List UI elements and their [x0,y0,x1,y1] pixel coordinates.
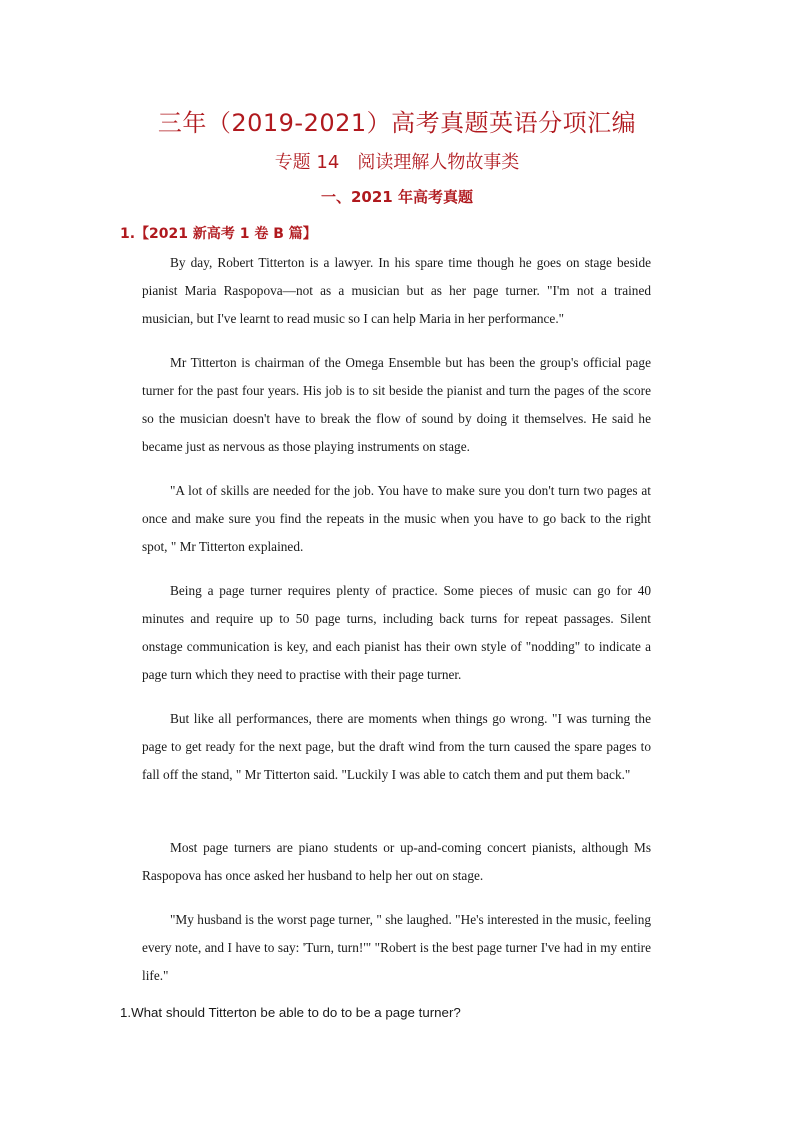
passage-paragraph: Being a page turner requires plenty of practice. Some pieces of music can go for 40 minutes and require up to 50 page turns, including back turns for repeat passages. Silent onstage communication is key, and each pianist has their own style of "nodding" to indicate a page turn which they need to practise with their page turner. [142,583,651,682]
passage-paragraph: "My husband is the worst page turner, " she laughed. "He's interested in the music, feeling every note, and I have to say: 'Turn, turn!'" "Robert is the best page turner I've had in my entire life." [142,912,651,983]
section-title: 一、2021 年高考真题 [321,188,473,206]
passage-paragraph: By day, Robert Titterton is a lawyer. In his spare time though he goes on stage beside pianist Maria Raspopova—not as a musician but as her page turner. "I'm not a trained musician, but I've learnt to read music so I can help Maria in her performance." [142,255,651,326]
question-item: 1.What should Titterton be able to do to be a page turner? [120,1005,461,1020]
main-title: 三年（2019-2021）高考真题英语分项汇编 [157,109,637,137]
passage-paragraph: But like all performances, there are moments when things go wrong. "I was turning the page to get ready for the next page, but the draft wind from the turn caused the spare pages to fall off the stand, " Mr Titterton said. "Luckily I was able to catch them and put them back." [142,711,651,782]
passage-paragraph: Mr Titterton is chairman of the Omega Ensemble but has been the group's official page turner for the past four years. His job is to sit beside the pianist and turn the pages of the score so the musician doesn't have to break the flow of sound by doing it themselves. He said he became just as nervous as those playing instruments on stage. [142,355,651,454]
sub-title: 专题 14 阅读理解人物故事类 [274,152,520,173]
question-label: 1.【2021 新高考 1 卷 B 篇】 [120,226,317,242]
passage-paragraph: Most page turners are piano students or up-and-coming concert pianists, although Ms Raspopova has once asked her husband to help her out on stage. [142,840,651,883]
passage-paragraph: "A lot of skills are needed for the job. You have to make sure you don't turn two pages at once and make sure you find the repeats in the music when you have to go back to the right spot, " Mr Titterton explained. [142,483,651,554]
